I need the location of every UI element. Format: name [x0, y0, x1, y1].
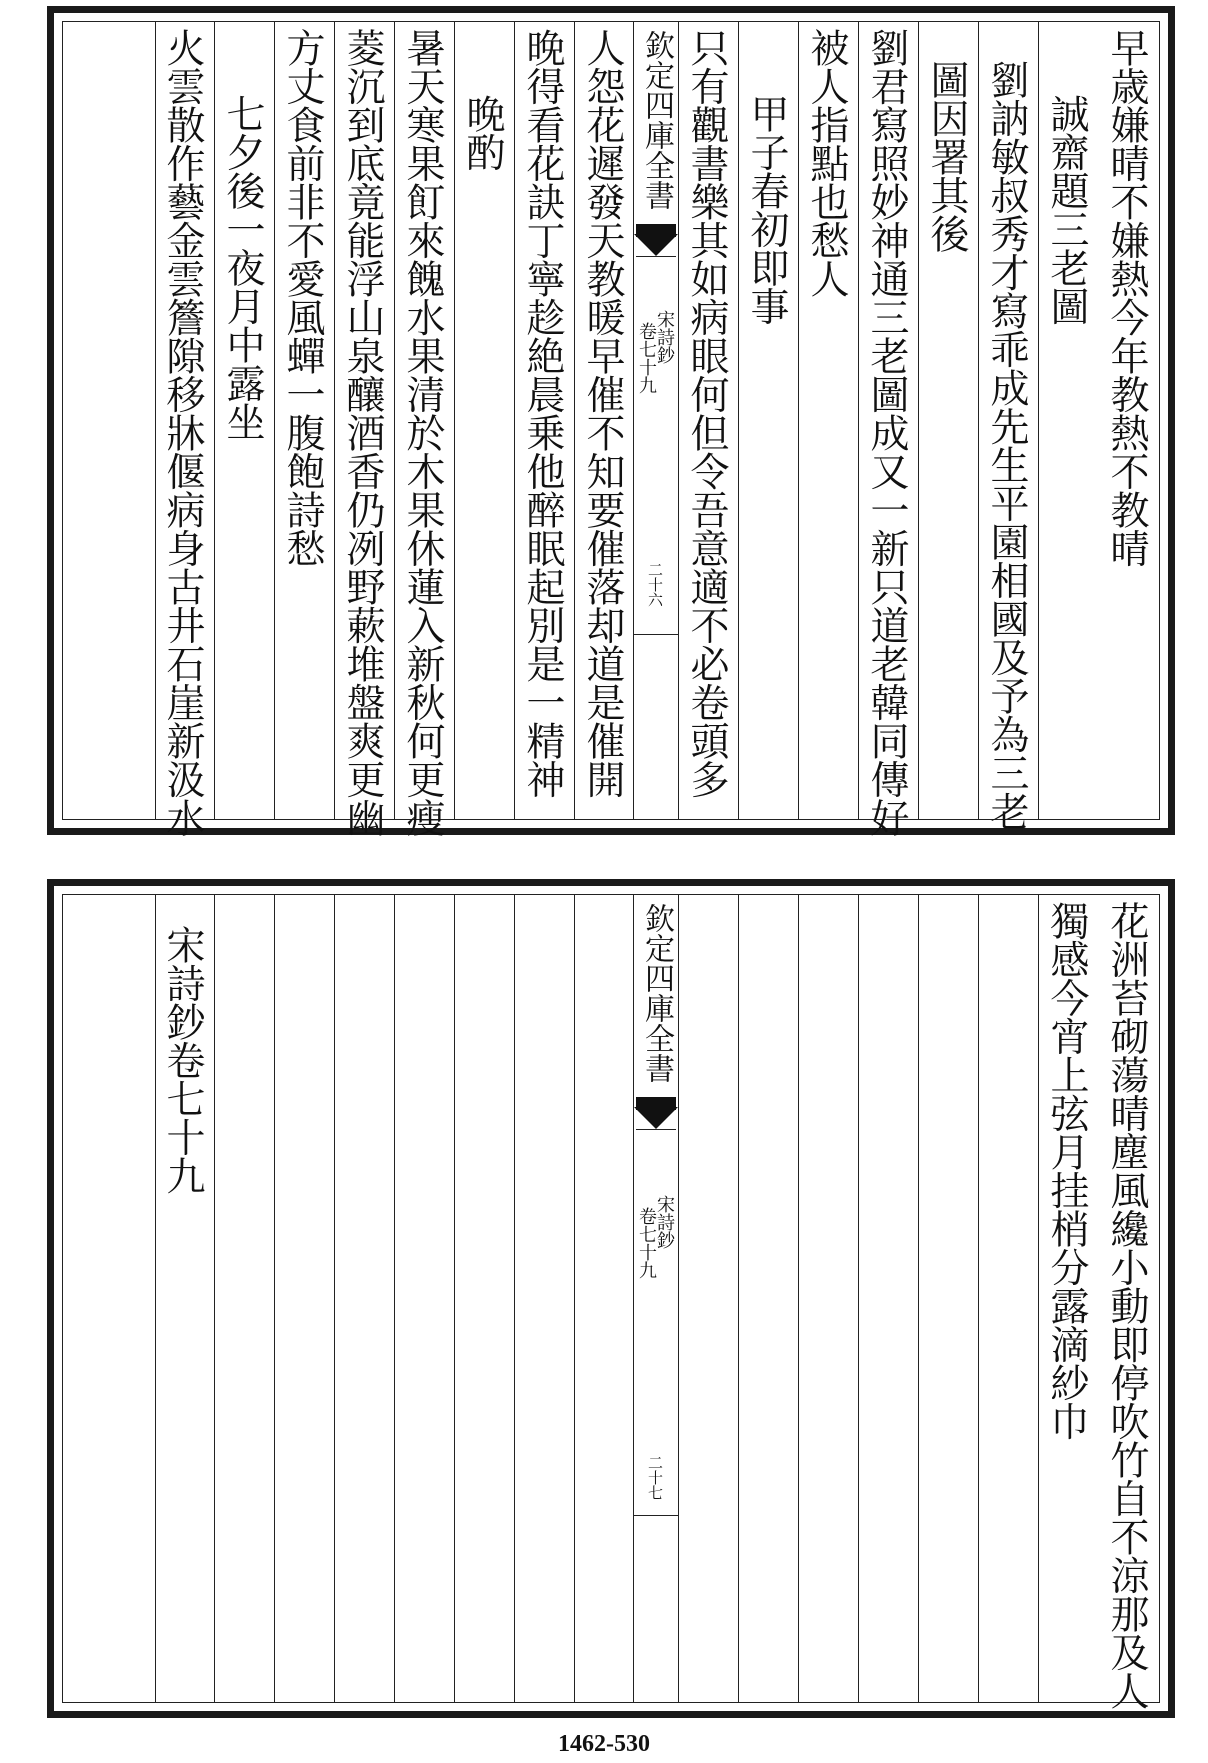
- page-frame: [62, 894, 1160, 1710]
- column-text: 甲子春初即事: [744, 94, 789, 325]
- fish-tail-mark: [636, 224, 676, 258]
- text-column: [394, 895, 455, 1702]
- column-text: 七夕後一夜月中露坐: [220, 94, 265, 441]
- column-text: 只有觀書樂其如病眼何但令吾意適不必卷頭多: [684, 28, 729, 798]
- page-bottom: [47, 879, 1175, 1718]
- column-text: 暑天寒果飣來餽水果清於木果休蓮入新秋何更瘦: [400, 28, 445, 837]
- text-column: [454, 895, 515, 1702]
- text-column: [274, 22, 335, 819]
- text-column: [574, 22, 635, 819]
- text-column: [798, 895, 859, 1702]
- fish-tail-mark: [636, 1097, 676, 1131]
- text-column: [274, 895, 335, 1702]
- column-text: 劉訥敏叔秀才寫乖成先生平園相國及予為三老: [984, 60, 1029, 830]
- text-column: [678, 895, 739, 1702]
- column-text: 花洲苔砌蕩晴塵風纔小動即停吹竹自不涼那及人: [1104, 901, 1149, 1710]
- page-footer-number: 1462-530: [558, 1731, 650, 1757]
- series-title: 宋詩鈔: [654, 310, 675, 364]
- page-number: 二十六: [646, 562, 664, 607]
- page-number-rule: [634, 1515, 678, 1516]
- text-column: [1099, 895, 1159, 1710]
- text-column: [574, 895, 635, 1702]
- page-number: 二十七: [646, 1455, 664, 1500]
- text-column: [1038, 895, 1099, 1702]
- column-text: 被人指點也愁人: [804, 28, 849, 298]
- text-column: [1099, 22, 1159, 819]
- column-text: 劉君寫照妙神通三老圖成又一新只道老韓同傳好: [864, 28, 909, 837]
- column-text: 晚得看花訣丁寧趁絶晨乗他醉眠起別是一精神: [520, 28, 565, 798]
- series-title: 宋詩鈔: [654, 1195, 675, 1249]
- page-number-rule: [634, 634, 678, 635]
- column-text: 菱沉到底竟能浮山泉釀酒香仍冽野蔌堆盤爽更幽: [340, 28, 385, 837]
- book-title: 欽定四庫全書: [639, 30, 674, 210]
- text-column: [334, 22, 395, 837]
- text-column: [514, 895, 575, 1702]
- text-column: [155, 22, 215, 837]
- text-column: [738, 895, 799, 1702]
- fold-column: [633, 22, 679, 819]
- column-text: 火雲散作藝金雲簷隙移牀偃病身古井石崖新汲水: [160, 28, 205, 837]
- text-column: [978, 895, 1039, 1702]
- text-column: [334, 895, 395, 1702]
- column-text: 人怨花遲發天教暖早催不知要催落却道是催開: [580, 28, 625, 798]
- fold-column: [633, 895, 679, 1702]
- column-text: 早歳嫌晴不嫌熱今年教熱不教晴: [1104, 28, 1149, 567]
- text-column: [214, 895, 275, 1702]
- text-column: [858, 895, 919, 1702]
- page-top: [47, 6, 1175, 835]
- text-column: [918, 22, 979, 819]
- text-column: [155, 895, 215, 1702]
- column-text: 晚酌: [460, 94, 505, 171]
- volume-end-text: 宋詩鈔卷七十九: [160, 925, 205, 1195]
- text-column: [214, 22, 275, 819]
- column-text: 誠齋題三老圖: [1044, 94, 1089, 325]
- text-column: [1038, 22, 1099, 819]
- text-column: [858, 22, 919, 837]
- column-text: 獨感今宵上弦月挂梢分露滴紗巾: [1044, 901, 1089, 1440]
- volume-label: 卷七十九: [636, 322, 657, 394]
- text-column: [798, 22, 859, 819]
- text-column: [918, 895, 979, 1702]
- text-column: [514, 22, 575, 819]
- column-text: 方丈食前非不愛風蟬一腹飽詩愁: [280, 28, 325, 567]
- text-column: [978, 22, 1039, 830]
- book-title: 欽定四庫全書: [639, 903, 674, 1083]
- volume-label: 卷七十九: [636, 1207, 657, 1279]
- text-column: [738, 22, 799, 819]
- text-column: [454, 22, 515, 819]
- page-frame: [62, 21, 1160, 837]
- text-column: [394, 22, 455, 837]
- column-text: 圖因署其後: [924, 60, 969, 253]
- text-column: [678, 22, 739, 819]
